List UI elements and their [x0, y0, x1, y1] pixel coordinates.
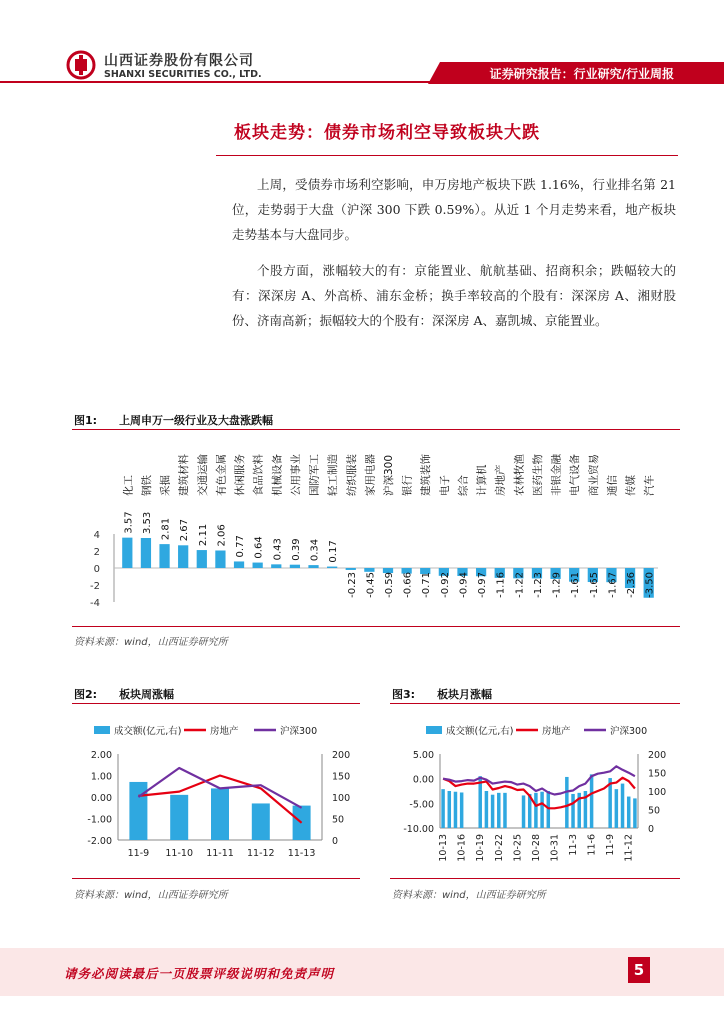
volume-bar	[571, 794, 575, 828]
legend-label: 成交额(亿元,右)	[446, 726, 514, 737]
category-label: 钢铁	[140, 475, 153, 496]
legend-label: 沪深300	[280, 726, 318, 737]
footer-disclaimer: 请务必阅读最后一页股票评级说明和免责声明	[64, 966, 335, 981]
legend-swatch-bars	[94, 726, 110, 734]
bar	[346, 568, 356, 570]
bar-value-label: -1.29	[551, 572, 563, 598]
y-right-tick-label: 0	[332, 836, 339, 847]
volume-bar	[503, 793, 507, 828]
line-realestate	[443, 778, 635, 809]
x-tick-label: 10-19	[475, 834, 487, 862]
x-tick-label: 10-22	[493, 834, 505, 862]
category-label: 计算机	[476, 464, 489, 496]
bar-value-label: 2.81	[160, 517, 172, 541]
bar-value-label: 0.43	[272, 538, 284, 561]
figure2-source: 资料来源：wind，山西证券研究所	[74, 890, 228, 901]
bar	[197, 550, 207, 568]
figure-rule	[72, 878, 360, 879]
bar	[141, 538, 151, 568]
category-label: 机械设备	[271, 454, 284, 496]
y-tick-label: -4	[90, 598, 100, 609]
figure1-caption	[74, 412, 273, 428]
category-label: 采掘	[159, 475, 172, 496]
bar-value-label: -1.67	[607, 572, 619, 598]
y-right-tick-label: 0	[648, 824, 655, 835]
category-label: 电子	[438, 475, 451, 496]
category-label: 通信	[606, 475, 619, 496]
monthly-chart	[390, 712, 682, 874]
bar-value-label: -2.36	[626, 572, 638, 598]
figure-title: 上周申万一级行业及大盘涨跌幅	[119, 414, 274, 427]
bar-value-label: -0.94	[458, 572, 470, 598]
bar-value-label: 0.77	[235, 535, 247, 558]
category-label: 纺织服装	[345, 454, 358, 496]
bar-value-label: -0.23	[346, 572, 358, 598]
x-tick-label: 11-3	[568, 834, 580, 856]
volume-bar	[633, 798, 637, 828]
bar-value-label: -0.71	[421, 572, 433, 598]
x-tick-label: 10-25	[512, 834, 524, 862]
volume-bar	[497, 793, 501, 828]
bar-value-label: 2.67	[179, 519, 191, 542]
category-label: 农林牧渔	[513, 454, 526, 496]
line-hs300	[443, 766, 635, 794]
category-label: 建筑装饰	[420, 454, 433, 496]
bar-value-label: -1.65	[588, 572, 600, 598]
figure-rule	[72, 626, 680, 627]
volume-bar	[534, 793, 538, 828]
x-tick-label: 11-6	[586, 834, 598, 856]
figure3-caption	[392, 686, 492, 702]
volume-bar	[211, 788, 229, 840]
volume-bar	[565, 777, 569, 828]
bar	[215, 550, 225, 568]
y-right-tick-label: 100	[648, 787, 667, 798]
y-right-tick-label: 100	[332, 793, 351, 804]
category-label: 轻工制造	[327, 454, 340, 496]
bar	[271, 564, 281, 568]
figure3-source: 资料来源：wind，山西证券研究所	[392, 890, 546, 901]
y-tick-label: 0	[93, 564, 100, 575]
legend-label: 房地产	[542, 726, 571, 737]
x-tick-label: 10-31	[549, 834, 561, 862]
bar-value-label: 0.17	[328, 540, 340, 563]
y-left-tick-label: -10.00	[403, 824, 434, 835]
bar	[308, 565, 318, 568]
bar	[122, 538, 132, 568]
company-name-en: SHANXI SECURITIES CO., LTD.	[104, 69, 262, 80]
category-label: 非银金融	[550, 454, 563, 496]
y-right-tick-label: 150	[332, 771, 351, 783]
volume-bar	[441, 789, 445, 828]
section-heading: 板块走势：债券市场利空导致板块大跌	[234, 123, 540, 143]
volume-bar	[615, 789, 619, 828]
legend-label: 成交额(亿元,右)	[114, 726, 182, 737]
category-label: 沪深300	[383, 454, 395, 496]
category-label: 家用电器	[364, 454, 377, 496]
volume-bar	[491, 795, 495, 828]
industry-bar-chart	[72, 432, 682, 622]
x-tick-label: 11-9	[127, 848, 150, 859]
figure-title: 板块月涨幅	[437, 688, 493, 701]
bar-value-label: -1.16	[495, 572, 507, 598]
bar-value-label: 0.64	[253, 536, 265, 559]
bar	[159, 544, 169, 568]
bar-value-label: 2.06	[216, 524, 228, 547]
volume-bar	[627, 797, 631, 828]
figure-number: 图1:	[74, 414, 98, 427]
x-tick-label: 10-13	[438, 834, 450, 862]
category-label: 国防军工	[308, 454, 321, 496]
y-left-tick-label: 0.00	[412, 774, 434, 786]
y-right-tick-label: 200	[648, 750, 667, 761]
bar-value-label: -1.23	[532, 572, 544, 598]
legend-label: 沪深300	[610, 726, 648, 737]
x-tick-label: 11-9	[605, 834, 617, 856]
volume-bar	[129, 782, 147, 840]
y-left-tick-label: 1.00	[90, 771, 112, 783]
bar	[253, 563, 263, 568]
category-label: 银行	[401, 475, 414, 496]
category-label: 综合	[457, 475, 470, 496]
bar-value-label: -1.22	[514, 572, 526, 598]
figure1-source: 资料来源：wind，山西证券研究所	[74, 637, 228, 648]
y-left-tick-label: 5.00	[412, 750, 434, 761]
volume-bar	[170, 795, 188, 840]
y-left-tick-label: -5.00	[409, 799, 434, 811]
volume-bar	[460, 792, 464, 828]
bar-value-label: -0.59	[384, 572, 395, 598]
y-left-tick-label: 0.00	[90, 793, 112, 804]
bar-value-label: 0.39	[290, 538, 302, 561]
volume-bar	[252, 803, 270, 840]
x-tick-label: 11-12	[623, 834, 635, 862]
y-tick-label: 2	[93, 547, 100, 558]
category-label: 医药生物	[531, 454, 544, 496]
figure-rule	[72, 429, 680, 430]
volume-bar	[590, 774, 594, 828]
y-left-tick-label: 2.00	[90, 750, 112, 761]
bar	[364, 568, 374, 572]
x-tick-label: 10-28	[530, 834, 542, 862]
bar-value-label: -0.97	[477, 572, 489, 598]
figure-number: 图3:	[392, 688, 416, 701]
bar	[234, 561, 244, 568]
bar-value-label: -3.50	[644, 572, 656, 598]
company-name-cn: 山西证券股份有限公司	[104, 53, 254, 69]
bar-value-label: 3.57	[123, 511, 135, 534]
x-tick-label: 11-13	[287, 848, 316, 859]
category-label: 建筑材料	[178, 454, 191, 496]
report-type: 证券研究报告：行业研究/行业周报	[489, 67, 674, 81]
bar-value-label: 2.11	[197, 523, 209, 547]
volume-bar	[448, 791, 452, 828]
legend-label: 房地产	[210, 726, 239, 737]
paragraph: 个股方面，涨幅较大的有：京能置业、航航基础、招商积余；跌幅较大的有：深深房 A、外高桥、浦东金桥；换手率较高的个股有：深深房 A、湘财股份、济南高新；振幅较大的个股有：深深房 A、嘉凯城、京能置业。	[232, 263, 676, 328]
category-label: 交通运输	[196, 454, 209, 496]
y-right-tick-label: 50	[648, 805, 661, 817]
volume-bar	[522, 795, 526, 828]
y-right-tick-label: 150	[648, 768, 667, 780]
category-label: 化工	[122, 475, 135, 496]
y-right-tick-label: 50	[332, 814, 345, 826]
category-label: 传媒	[625, 475, 638, 496]
y-left-tick-label: -1.00	[87, 814, 112, 826]
bar-value-label: -0.66	[402, 572, 414, 598]
category-label: 汽车	[643, 475, 656, 496]
x-tick-label: 10-16	[456, 834, 468, 862]
category-label: 房地产	[494, 464, 507, 496]
volume-bar	[547, 791, 551, 828]
figure-rule	[72, 703, 360, 704]
x-tick-label: 11-11	[206, 848, 234, 859]
bar-value-label: -0.45	[365, 572, 377, 598]
page-number: 5	[628, 957, 650, 983]
x-tick-label: 11-12	[246, 848, 275, 859]
heading-rule	[216, 155, 678, 156]
category-label: 有色金属	[215, 454, 228, 496]
figure-rule	[390, 878, 680, 879]
bar	[290, 565, 300, 568]
figure-number: 图2:	[74, 688, 98, 701]
category-label: 商业贸易	[587, 454, 600, 496]
y-left-tick-label: -2.00	[87, 836, 112, 847]
paragraph: 上周，受债券市场利空影响，申万房地产板块下跌 1.16%，行业排名第 21 位，走势弱于大盘（沪深 300 下跌 0.59%）。从近 1 个月走势来看，地产板块走势基本与大盘同步。	[232, 177, 676, 242]
bar-value-label: -1.61	[570, 572, 582, 598]
bar	[327, 567, 337, 568]
volume-bar	[454, 792, 458, 828]
y-tick-label: 4	[93, 530, 100, 541]
y-right-tick-label: 200	[332, 750, 351, 761]
weekly-chart	[72, 712, 362, 874]
bar-value-label: 3.53	[141, 511, 153, 534]
volume-bar	[621, 784, 625, 828]
x-tick-label: 11-10	[165, 848, 194, 859]
category-label: 电气设备	[569, 454, 582, 496]
volume-bar	[478, 776, 482, 828]
bar-value-label: -0.92	[439, 572, 451, 598]
volume-bar	[540, 792, 544, 828]
category-label: 休闲服务	[234, 454, 247, 496]
legend-swatch-bars	[426, 726, 442, 734]
category-label: 食品饮料	[252, 454, 265, 496]
y-tick-label: -2	[90, 581, 100, 592]
figure2-caption	[74, 686, 174, 702]
figure-rule	[390, 703, 680, 704]
figure-title: 板块周涨幅	[119, 688, 175, 701]
bar	[178, 545, 188, 568]
volume-bar	[485, 791, 489, 828]
bar-value-label: 0.34	[309, 538, 321, 562]
category-label: 公用事业	[289, 454, 302, 496]
